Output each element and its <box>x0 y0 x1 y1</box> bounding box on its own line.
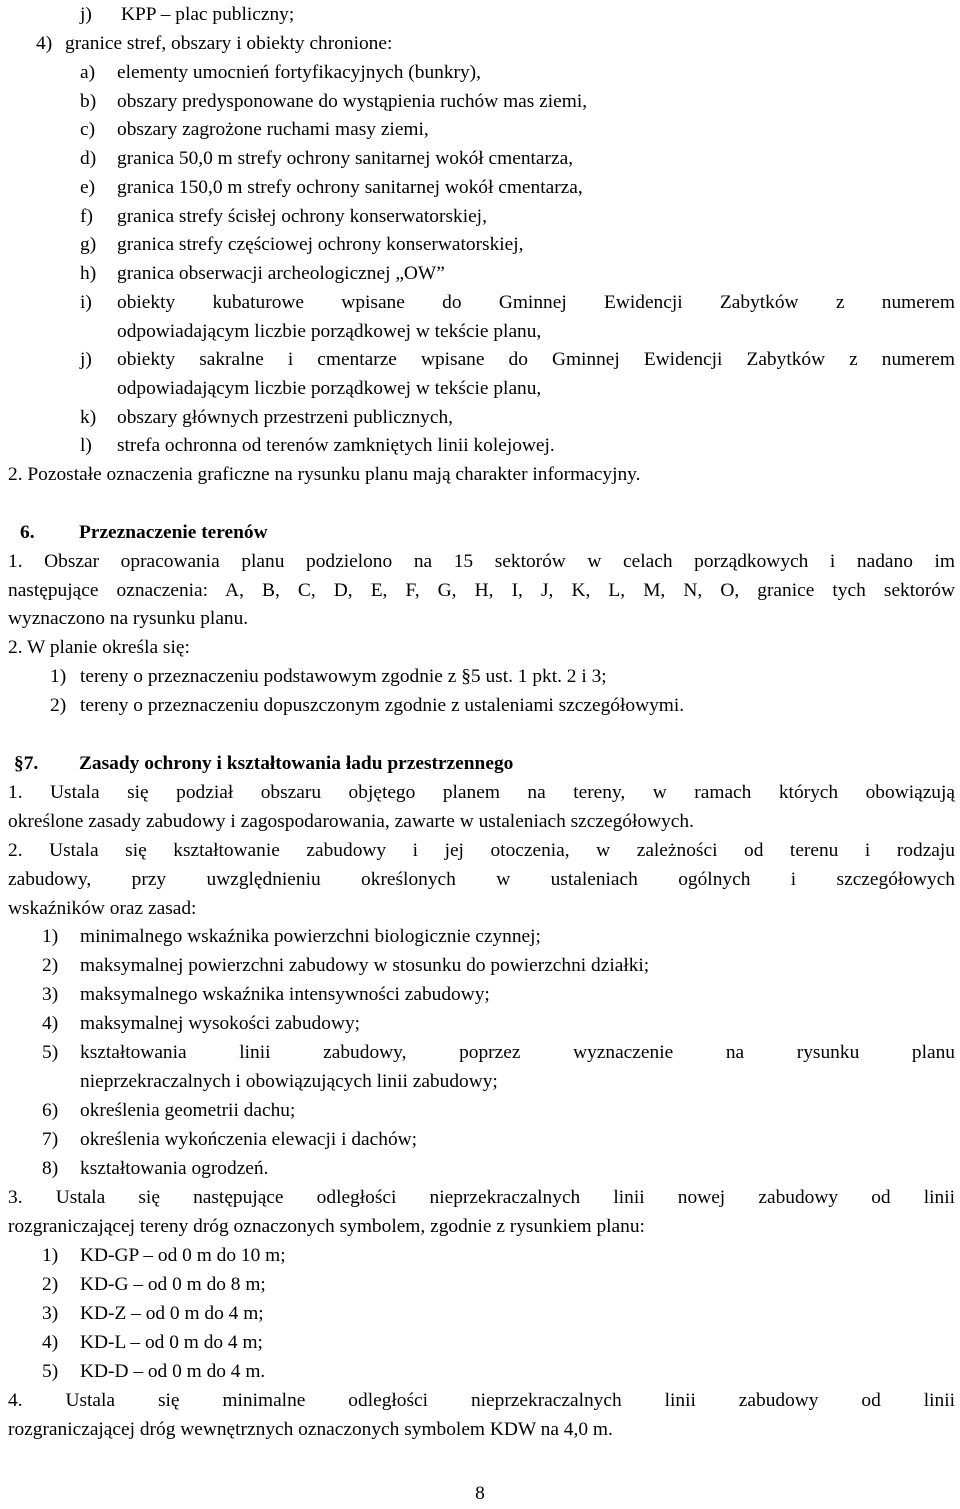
paragraph-line: następujące oznaczenia: A, B, C, D, E, F, G, H, I, J, K, L, M, N, O, granice tych sektorów <box>8 580 955 601</box>
list-item-text: KD-G – od 0 m do 8 m; <box>80 1274 266 1295</box>
list-label: 4) <box>42 1332 59 1353</box>
paragraph-line: określone zasady zabudowy i zagospodarowania, zawarte w ustaleniach szczegółowych. <box>8 811 694 832</box>
list-item-text: obiekty kubaturowe wpisane do Gminnej Ewidencji Zabytków z numerem <box>117 292 955 313</box>
list-item-continuation: nieprzekraczalnych i obowiązujących linii zabudowy; <box>80 1071 498 1092</box>
list-item-text: granica 50,0 m strefy ochrony sanitarnej wokół cmentarza, <box>117 148 574 169</box>
list-label: 4) <box>36 33 53 54</box>
list-label: 1) <box>42 1245 59 1266</box>
paragraph-line: rozgraniczającej dróg wewnętrznych oznaczonych symbolem KDW na 4,0 m. <box>8 1419 613 1440</box>
list-label: l) <box>80 435 92 456</box>
list-label: 4) <box>42 1013 59 1034</box>
list-item-text: KD-Z – od 0 m do 4 m; <box>80 1303 264 1324</box>
list-label: h) <box>80 263 97 284</box>
paragraph-line: zabudowy, przy uwzględnieniu określonych w ustaleniach ogólnych i szczegółowych <box>8 869 955 890</box>
paragraph-line: 2. Ustala się kształtowanie zabudowy i jej otoczenia, w zależności od terenu i rodzaju <box>8 840 955 861</box>
list-label: 2) <box>50 695 67 716</box>
list-label: e) <box>80 177 96 198</box>
list-item-continuation: odpowiadającym liczbie porządkowej w tekście planu, <box>117 378 542 399</box>
list-item-text: minimalnego wskaźnika powierzchni biologicznie czynnej; <box>80 926 541 947</box>
paragraph-line: wyznaczono na rysunku planu. <box>8 608 249 629</box>
list-label: 3) <box>42 1303 59 1324</box>
list-item-text: obszary predysponowane do wystąpienia ruchów mas ziemi, <box>117 91 588 112</box>
list-item-text: KPP – plac publiczny; <box>121 4 295 25</box>
paragraph-line: 3. Ustala się następujące odległości nieprzekraczalnych linii nowej zabudowy od linii <box>8 1187 955 1208</box>
list-item-text: kształtowania ogrodzeń. <box>80 1158 269 1179</box>
list-label: 1) <box>42 926 59 947</box>
paragraph-line: 1. Obszar opracowania planu podzielono na 15 sektorów w celach porządkowych i nadano im <box>8 551 955 572</box>
paragraph-reference: § <box>461 666 471 687</box>
list-label: 2) <box>42 1274 59 1295</box>
list-item-text: określenia geometrii dachu; <box>80 1100 296 1121</box>
list-label: 6) <box>42 1100 59 1121</box>
list-item-text: określenia wykończenia elewacji i dachów; <box>80 1129 418 1150</box>
page-number: 8 <box>475 1483 485 1504</box>
list-item-text: KD-D – od 0 m do 4 m. <box>80 1361 266 1382</box>
list-label: c) <box>80 119 96 140</box>
paragraph-line: rozgraniczającej tereny dróg oznaczonych symbolem, zgodnie z rysunkiem planu: <box>8 1216 645 1237</box>
list-label: i) <box>80 292 92 313</box>
list-item-text: tereny o przeznaczeniu dopuszczonym zgodnie z ustaleniami szczegółowymi. <box>80 695 685 716</box>
section-title: Przeznaczenie terenów <box>79 522 268 543</box>
section-title: Zasady ochrony i kształtowania ładu przestrzennego <box>79 753 514 774</box>
list-label: 8) <box>42 1158 59 1179</box>
list-item-text: granice stref, obszary i obiekty chronione: <box>65 33 393 54</box>
list-label: 3) <box>42 984 59 1005</box>
list-label: j) <box>80 349 92 370</box>
paragraph: 2. W planie określa się: <box>8 637 190 658</box>
list-item-text: kształtowania linii zabudowy, poprzez wyznaczenie na rysunku planu <box>80 1042 955 1063</box>
list-item-text: KD-L – od 0 m do 4 m; <box>80 1332 263 1353</box>
list-label: j) <box>80 4 92 25</box>
list-item-text: granica 150,0 m strefy ochrony sanitarnej wokół cmentarza, <box>117 177 583 198</box>
section-number: §7. <box>14 753 39 774</box>
list-label: d) <box>80 148 97 169</box>
list-item-text: granica obserwacji archeologicznej „OW” <box>117 263 445 284</box>
list-item-text: maksymalnej wysokości zabudowy; <box>80 1013 361 1034</box>
list-label: 5) <box>42 1042 59 1063</box>
list-label: 5) <box>42 1361 59 1382</box>
list-item-text: tereny o przeznaczeniu podstawowym zgodnie z §5 ust. 1 pkt. 2 i 3; <box>80 666 607 687</box>
list-label: g) <box>80 234 97 255</box>
list-item-text: granica strefy częściowej ochrony konserwatorskiej, <box>117 234 524 255</box>
paragraph: 2. Pozostałe oznaczenia graficzne na rysunku planu mają charakter informacyjny. <box>8 464 641 485</box>
list-item-text: elementy umocnień fortyfikacyjnych (bunkry), <box>117 62 481 83</box>
list-item-continuation: odpowiadającym liczbie porządkowej w tekście planu, <box>117 321 542 342</box>
list-label: f) <box>80 206 93 227</box>
list-item-text: granica strefy ścisłej ochrony konserwatorskiej, <box>117 206 487 227</box>
list-item-text: KD-GP – od 0 m do 10 m; <box>80 1245 286 1266</box>
list-label: 1) <box>50 666 67 687</box>
list-item-text: obszary głównych przestrzeni publicznych, <box>117 407 453 428</box>
list-label: 2) <box>42 955 59 976</box>
list-item-text: maksymalnego wskaźnika intensywności zabudowy; <box>80 984 490 1005</box>
list-label: a) <box>80 62 96 83</box>
list-item-text: maksymalnej powierzchni zabudowy w stosunku do powierzchni działki; <box>80 955 650 976</box>
list-label: k) <box>80 407 97 428</box>
list-item-text: obszary zagrożone ruchami masy ziemi, <box>117 119 429 140</box>
paragraph-line: 1. Ustala się podział obszaru objętego planem na tereny, w ramach których obowiązują <box>8 782 955 803</box>
section-number: 6. <box>20 522 35 543</box>
paragraph-line: wskaźników oraz zasad: <box>8 898 197 919</box>
list-label: b) <box>80 91 97 112</box>
list-label: 7) <box>42 1129 59 1150</box>
list-item-text: strefa ochronna od terenów zamkniętych linii kolejowej. <box>117 435 555 456</box>
list-item-text: obiekty sakralne i cmentarze wpisane do Gminnej Ewidencji Zabytków z numerem <box>117 349 955 370</box>
paragraph-line: 4. Ustala się minimalne odległości nieprzekraczalnych linii zabudowy od linii <box>8 1390 955 1411</box>
